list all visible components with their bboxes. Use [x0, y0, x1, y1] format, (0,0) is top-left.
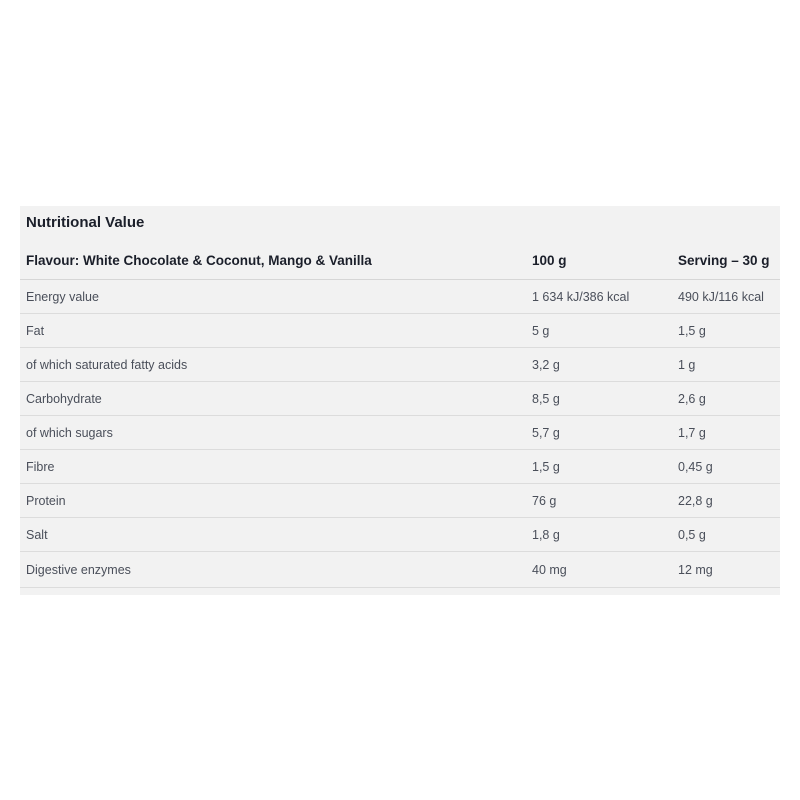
table-row [20, 382, 780, 416]
row-nutrient-name: of which sugars [26, 425, 113, 440]
row-per-100g: 40 mg [532, 562, 567, 577]
row-nutrient-name: Digestive enzymes [26, 562, 131, 577]
row-nutrient-name: Energy value [26, 289, 99, 304]
header-per-100g: 100 g [532, 252, 567, 268]
table-row [20, 416, 780, 450]
row-nutrient-name: of which saturated fatty acids [26, 357, 188, 372]
row-per-serving: 0,45 g [678, 459, 713, 474]
table-row [20, 518, 780, 552]
table-row [20, 552, 780, 588]
row-per-serving: 490 kJ/116 kcal [678, 289, 764, 304]
row-per-serving: 1,7 g [678, 425, 706, 440]
table-row [20, 280, 780, 314]
row-nutrient-name: Carbohydrate [26, 391, 102, 406]
header-flavour: Flavour: White Chocolate & Coconut, Mango & Vanilla [26, 252, 372, 268]
table-title: Nutritional Value [26, 214, 145, 231]
row-per-100g: 1 634 kJ/386 kcal [532, 289, 630, 304]
table-row [20, 484, 780, 518]
row-per-100g: 1,8 g [532, 527, 560, 542]
row-nutrient-name: Salt [26, 527, 48, 542]
table-row [20, 314, 780, 348]
row-per-serving: 1,5 g [678, 323, 706, 338]
table-row [20, 450, 780, 484]
header-per-serving: Serving – 30 g [678, 252, 770, 268]
row-per-serving: 2,6 g [678, 391, 706, 406]
table-header-row [20, 241, 780, 280]
row-nutrient-name: Fibre [26, 459, 55, 474]
row-nutrient-name: Protein [26, 493, 66, 508]
row-per-serving: 12 mg [678, 562, 713, 577]
row-per-100g: 3,2 g [532, 357, 560, 372]
row-per-100g: 8,5 g [532, 391, 560, 406]
row-per-100g: 1,5 g [532, 459, 560, 474]
row-per-100g: 5,7 g [532, 425, 560, 440]
row-per-100g: 76 g [532, 493, 557, 508]
row-per-serving: 22,8 g [678, 493, 713, 508]
row-per-serving: 1 g [678, 357, 696, 372]
table-row [20, 348, 780, 382]
nutrition-table [20, 206, 780, 595]
row-per-100g: 5 g [532, 323, 550, 338]
row-per-serving: 0,5 g [678, 527, 706, 542]
row-nutrient-name: Fat [26, 323, 45, 338]
